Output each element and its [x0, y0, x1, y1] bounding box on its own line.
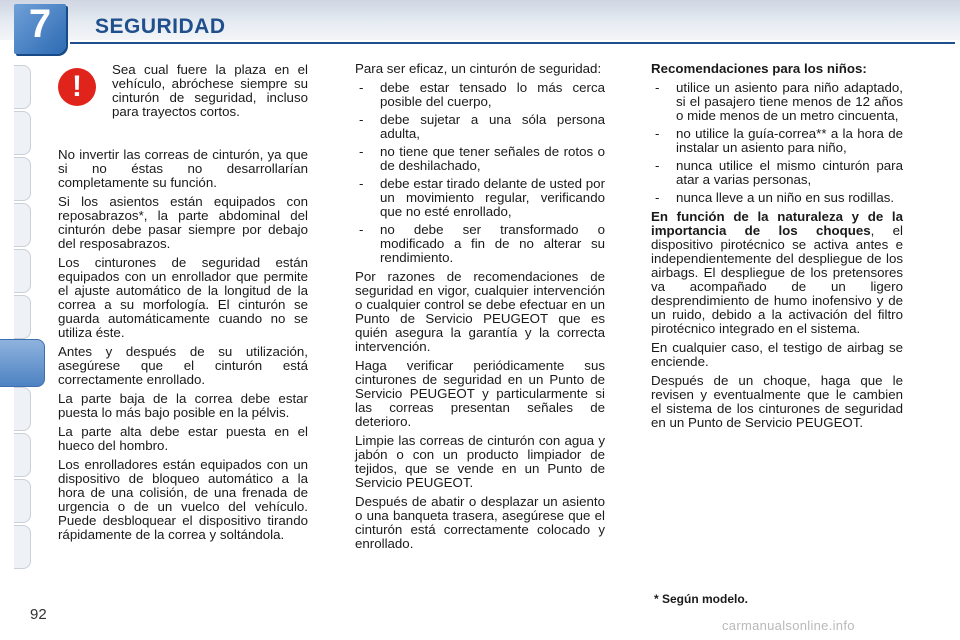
intro-text: Para ser eficaz, un cinturón de seguridad:: [355, 61, 602, 76]
paragraph: La parte alta debe estar puesta en el hueco del hombro.: [58, 424, 308, 453]
paragraph: Por razones de recomendaciones de seguridad en vigor, cualquier intervención o cualquier control se debe efectuar en un Punto de Servicio PEUGEOT que es quién asegura la garantía y la correcta intervención.: [355, 269, 605, 354]
list-item: - no tiene que tener señales de rotos o de deshilachado,: [355, 145, 605, 173]
chapter-tab[interactable]: [14, 479, 31, 523]
children-heading: Recomendaciones para los niños:: [651, 61, 867, 76]
page-title: SEGURIDAD: [95, 15, 226, 38]
chapter-tab[interactable]: [14, 525, 31, 569]
chapter-tab[interactable]: [14, 65, 31, 109]
footnote: * Según modelo.: [654, 592, 749, 606]
paragraph: La parte baja de la correa debe estar puesta lo más bajo posible en la pélvis.: [58, 391, 308, 420]
crash-bold-text: En función de la naturaleza y de la importancia de los choques: [651, 209, 903, 238]
requirements-list: [355, 81, 605, 265]
list-item: - no utilice la guía-correa** a la hora de instalar un asiento para niño,: [651, 127, 903, 155]
chapter-tab[interactable]: [14, 249, 31, 293]
paragraph: Haga verificar periódicamente sus cinturones de seguridad en un Punto de Servicio PEUGEOT y particularmente si las correas presentan señales de deterioro.: [355, 358, 605, 429]
list-item: - nunca lleve a un niño en sus rodillas.: [651, 191, 903, 205]
paragraph: Limpie las correas de cinturón con agua y jabón o con un producto limpiador de tejidos, que se vende en un Punto de Servicio PEUGEOT.: [355, 433, 605, 490]
paragraph: Los cinturones de seguridad están equipados con un enrollador que permite el ajuste automático de la longitud de la correa a su morfología. El cinturón se guarda automáticamente cuando no se utiliza éste.: [58, 255, 308, 340]
chapter-tab[interactable]: [14, 157, 31, 201]
list-item: - debe estar tensado lo más cerca posible del cuerpo,: [355, 81, 605, 109]
list-item: - nunca utilice el mismo cinturón para atar a varias personas,: [651, 159, 903, 187]
chapter-tab[interactable]: [14, 387, 31, 431]
crash-text: , el dispositivo pirotécnico se activa antes e independientemente del despliegue de los airbags. El despliegue de los pretensores va acompañado de un ligero desprendimiento de humo inofensivo y de un ruido, debido a la activación del filtro pirotécnico integrado en el sistema.: [651, 223, 903, 336]
children-list: [651, 81, 903, 205]
column-right: [651, 62, 903, 435]
list-item: - no debe ser transformado o modificado a fin de no alterar su rendimiento.: [355, 223, 605, 265]
paragraph: Antes y después de su utilización, asegúrese que el cinturón está correctamente enrollado.: [58, 344, 308, 387]
header-divider: [70, 42, 955, 44]
chapter-tab[interactable]: [14, 203, 31, 247]
chapter-tab-active[interactable]: [0, 339, 45, 387]
paragraph: No invertir las correas de cinturón, ya que si no éstas no desarrollarían completamente su función.: [58, 147, 308, 190]
list-item: - debe estar tirado delante de usted por un movimiento regular, verificando que no esté enrollado,: [355, 177, 605, 219]
paragraph: En cualquier caso, el testigo de airbag se enciende.: [651, 340, 903, 369]
paragraph: Los enrolladores están equipados con un dispositivo de bloqueo automático a la hora de una colisión, de una frenada de urgencia o de un vuelco del vehículo. Puede desbloquear el dispositivo tirando rápidamente de la correa y soltándola.: [58, 457, 308, 542]
page-number: 92: [30, 606, 47, 623]
column-middle: [355, 62, 605, 556]
paragraph: Después de un choque, haga que le revisen y eventualmente que le cambien el sistema de los cinturones de seguridad en un Punto de Servicio PEUGEOT.: [651, 373, 903, 430]
chapter-tab[interactable]: [14, 433, 31, 477]
paragraph: Después de abatir o desplazar un asiento o una banqueta trasera, asegúrese que el cinturón está correctamente colocado y enrollado.: [355, 494, 605, 551]
chapter-tab[interactable]: [14, 295, 31, 339]
chapter-number: 7: [28, 2, 52, 46]
list-item: - utilice un asiento para niño adaptado, si el pasajero tiene menos de 12 años o mide menos de un metro cincuenta,: [651, 81, 903, 123]
chapter-badge: [14, 4, 66, 54]
chapter-tab[interactable]: [14, 111, 31, 155]
exclamation-icon: !: [58, 68, 96, 106]
crash-paragraph: [651, 210, 903, 336]
watermark: carmanualsonline.info: [722, 618, 855, 633]
column-left: [58, 148, 308, 547]
paragraph: Si los asientos están equipados con reposabrazos*, la parte abdominal del cinturón debe pasar siempre por debajo del resposabrazos.: [58, 194, 308, 251]
list-item: - debe sujetar a una sóla persona adulta,: [355, 113, 605, 141]
warning-text: Sea cual fuere la plaza en el vehículo, abróchese siempre su cinturón de seguridad, incluso para trayectos cortos.: [112, 62, 308, 119]
